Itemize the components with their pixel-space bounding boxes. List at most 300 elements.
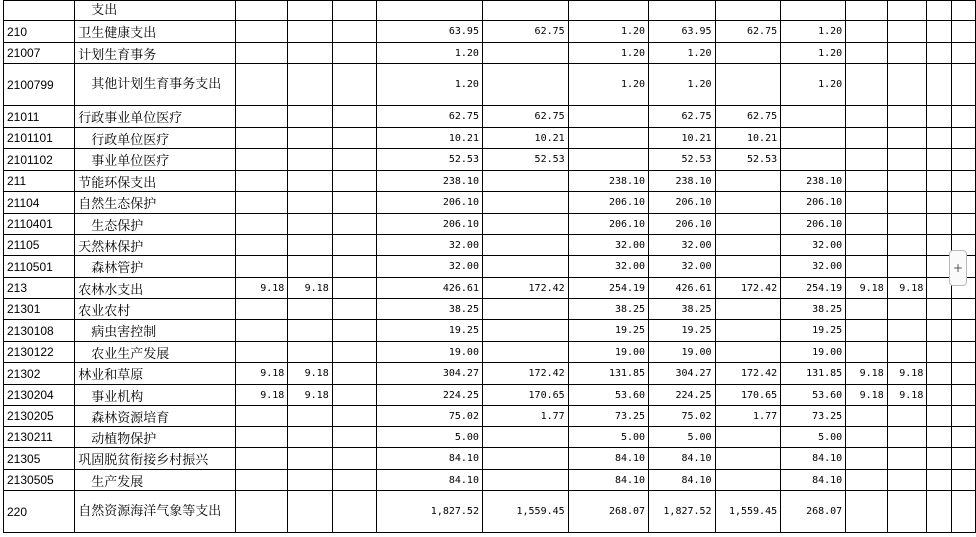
amount-cell[interactable] (846, 128, 888, 149)
amount-cell[interactable]: 62.75 (482, 21, 568, 43)
expand-panel-button[interactable] (949, 250, 967, 286)
amount-cell[interactable]: 53.60 (781, 385, 846, 406)
amount-cell[interactable]: 1.20 (568, 21, 648, 43)
amount-cell[interactable]: 206.10 (377, 214, 483, 235)
amount-cell[interactable]: 1.20 (781, 64, 846, 106)
amount-cell[interactable]: 38.25 (781, 299, 846, 320)
amount-cell[interactable]: 1.77 (715, 406, 781, 427)
amount-cell[interactable]: 5.00 (649, 427, 716, 448)
amount-cell[interactable] (715, 64, 781, 106)
subject-name-cell[interactable]: 行政事业单位医疗 (75, 106, 236, 128)
amount-cell[interactable] (715, 171, 781, 192)
amount-cell[interactable] (927, 43, 951, 64)
amount-cell[interactable]: 52.53 (482, 149, 568, 171)
amount-cell[interactable]: 9.18 (846, 278, 888, 299)
amount-cell[interactable] (715, 43, 781, 64)
amount-cell[interactable] (288, 448, 332, 470)
amount-cell[interactable]: 75.02 (377, 406, 483, 427)
amount-cell[interactable]: 9.18 (236, 385, 288, 406)
amount-cell[interactable] (846, 171, 888, 192)
amount-cell[interactable]: 5.00 (377, 427, 483, 448)
amount-cell[interactable] (887, 448, 927, 470)
subject-code-cell[interactable]: 21104 (4, 192, 75, 214)
subject-name-cell[interactable]: 支出 (75, 1, 236, 21)
amount-cell[interactable] (236, 406, 288, 427)
amount-cell[interactable]: 62.75 (649, 106, 716, 128)
amount-cell[interactable] (781, 149, 846, 171)
amount-cell[interactable] (288, 299, 332, 320)
amount-cell[interactable]: 5.00 (568, 427, 648, 448)
amount-cell[interactable]: 75.02 (649, 406, 716, 427)
subject-code-cell[interactable]: 2130205 (4, 406, 75, 427)
subject-name-cell[interactable]: 生态保护 (75, 214, 236, 235)
amount-cell[interactable] (951, 385, 975, 406)
amount-cell[interactable]: 224.25 (377, 385, 483, 406)
amount-cell[interactable]: 63.95 (377, 21, 483, 43)
amount-cell[interactable]: 254.19 (781, 278, 846, 299)
amount-cell[interactable]: 254.19 (568, 278, 648, 299)
amount-cell[interactable] (288, 491, 332, 533)
amount-cell[interactable] (288, 21, 332, 43)
amount-cell[interactable] (288, 1, 332, 21)
subject-code-cell[interactable]: 21007 (4, 43, 75, 64)
amount-cell[interactable] (887, 21, 927, 43)
amount-cell[interactable]: 1.20 (649, 43, 716, 64)
amount-cell[interactable]: 9.18 (288, 363, 332, 385)
amount-cell[interactable] (715, 192, 781, 214)
amount-cell[interactable]: 1,559.45 (715, 491, 781, 533)
amount-cell[interactable] (846, 256, 888, 278)
subject-code-cell[interactable]: 21301 (4, 299, 75, 320)
amount-cell[interactable]: 170.65 (715, 385, 781, 406)
amount-cell[interactable] (951, 342, 975, 363)
amount-cell[interactable]: 1,559.45 (482, 491, 568, 533)
amount-cell[interactable] (927, 128, 951, 149)
amount-cell[interactable] (927, 214, 951, 235)
amount-cell[interactable] (236, 64, 288, 106)
amount-cell[interactable]: 1.20 (568, 64, 648, 106)
amount-cell[interactable] (332, 406, 376, 427)
amount-cell[interactable] (927, 21, 951, 43)
amount-cell[interactable] (846, 342, 888, 363)
amount-cell[interactable] (332, 448, 376, 470)
amount-cell[interactable]: 32.00 (568, 256, 648, 278)
amount-cell[interactable]: 19.00 (377, 342, 483, 363)
amount-cell[interactable] (236, 256, 288, 278)
amount-cell[interactable] (288, 470, 332, 491)
amount-cell[interactable]: 131.85 (781, 363, 846, 385)
amount-cell[interactable]: 32.00 (649, 235, 716, 256)
amount-cell[interactable]: 19.00 (568, 342, 648, 363)
amount-cell[interactable]: 84.10 (781, 470, 846, 491)
amount-cell[interactable]: 32.00 (568, 235, 648, 256)
amount-cell[interactable] (927, 235, 951, 256)
amount-cell[interactable] (236, 470, 288, 491)
amount-cell[interactable]: 10.21 (482, 128, 568, 149)
amount-cell[interactable] (332, 363, 376, 385)
subject-code-cell[interactable]: 2130211 (4, 427, 75, 448)
subject-code-cell[interactable]: 2130505 (4, 470, 75, 491)
amount-cell[interactable] (332, 192, 376, 214)
amount-cell[interactable]: 206.10 (781, 192, 846, 214)
amount-cell[interactable] (236, 299, 288, 320)
subject-name-cell[interactable]: 生产发展 (75, 470, 236, 491)
amount-cell[interactable] (887, 235, 927, 256)
subject-name-cell[interactable]: 森林资源培育 (75, 406, 236, 427)
amount-cell[interactable] (715, 342, 781, 363)
amount-cell[interactable] (482, 171, 568, 192)
subject-name-cell[interactable]: 卫生健康支出 (75, 21, 236, 43)
amount-cell[interactable] (927, 320, 951, 342)
amount-cell[interactable] (887, 299, 927, 320)
amount-cell[interactable] (846, 406, 888, 427)
amount-cell[interactable] (482, 470, 568, 491)
amount-cell[interactable]: 224.25 (649, 385, 716, 406)
amount-cell[interactable] (377, 1, 483, 21)
amount-cell[interactable] (887, 320, 927, 342)
amount-cell[interactable] (288, 256, 332, 278)
amount-cell[interactable] (846, 1, 888, 21)
amount-cell[interactable] (887, 192, 927, 214)
subject-name-cell[interactable]: 节能环保支出 (75, 171, 236, 192)
amount-cell[interactable] (332, 43, 376, 64)
amount-cell[interactable]: 84.10 (781, 448, 846, 470)
amount-cell[interactable] (332, 342, 376, 363)
amount-cell[interactable]: 10.21 (377, 128, 483, 149)
amount-cell[interactable]: 32.00 (781, 256, 846, 278)
amount-cell[interactable] (288, 406, 332, 427)
amount-cell[interactable] (332, 149, 376, 171)
amount-cell[interactable]: 32.00 (781, 235, 846, 256)
amount-cell[interactable] (482, 320, 568, 342)
amount-cell[interactable] (288, 106, 332, 128)
amount-cell[interactable] (236, 235, 288, 256)
amount-cell[interactable] (482, 1, 568, 21)
subject-code-cell[interactable]: 21105 (4, 235, 75, 256)
subject-name-cell[interactable]: 农业农村 (75, 299, 236, 320)
amount-cell[interactable]: 206.10 (649, 214, 716, 235)
amount-cell[interactable]: 62.75 (715, 21, 781, 43)
subject-code-cell[interactable]: 2130122 (4, 342, 75, 363)
amount-cell[interactable] (482, 64, 568, 106)
amount-cell[interactable] (951, 64, 975, 106)
amount-cell[interactable] (288, 320, 332, 342)
amount-cell[interactable] (951, 149, 975, 171)
amount-cell[interactable]: 238.10 (568, 171, 648, 192)
amount-cell[interactable]: 10.21 (715, 128, 781, 149)
amount-cell[interactable] (887, 106, 927, 128)
amount-cell[interactable] (887, 256, 927, 278)
subject-code-cell[interactable]: 2130108 (4, 320, 75, 342)
subject-code-cell[interactable]: 213 (4, 278, 75, 299)
amount-cell[interactable] (846, 299, 888, 320)
amount-cell[interactable]: 19.00 (781, 342, 846, 363)
amount-cell[interactable]: 19.25 (649, 320, 716, 342)
subject-name-cell[interactable]: 病虫害控制 (75, 320, 236, 342)
amount-cell[interactable] (887, 470, 927, 491)
amount-cell[interactable] (236, 171, 288, 192)
amount-cell[interactable] (332, 235, 376, 256)
amount-cell[interactable]: 206.10 (568, 214, 648, 235)
amount-cell[interactable]: 1,827.52 (649, 491, 716, 533)
amount-cell[interactable] (887, 171, 927, 192)
amount-cell[interactable] (332, 106, 376, 128)
amount-cell[interactable]: 172.42 (715, 363, 781, 385)
amount-cell[interactable]: 9.18 (288, 278, 332, 299)
amount-cell[interactable] (715, 427, 781, 448)
amount-cell[interactable] (927, 470, 951, 491)
amount-cell[interactable] (332, 385, 376, 406)
amount-cell[interactable]: 170.65 (482, 385, 568, 406)
amount-cell[interactable]: 84.10 (377, 470, 483, 491)
amount-cell[interactable] (846, 448, 888, 470)
amount-cell[interactable]: 206.10 (649, 192, 716, 214)
subject-name-cell[interactable]: 巩固脱贫衔接乡村振兴 (75, 448, 236, 470)
amount-cell[interactable] (887, 406, 927, 427)
amount-cell[interactable] (288, 64, 332, 106)
amount-cell[interactable] (951, 470, 975, 491)
amount-cell[interactable] (332, 64, 376, 106)
amount-cell[interactable] (951, 21, 975, 43)
amount-cell[interactable]: 9.18 (846, 363, 888, 385)
subject-name-cell[interactable]: 其他计划生育事务支出 (75, 64, 236, 106)
amount-cell[interactable]: 268.07 (781, 491, 846, 533)
amount-cell[interactable] (927, 342, 951, 363)
amount-cell[interactable] (951, 363, 975, 385)
amount-cell[interactable]: 84.10 (568, 470, 648, 491)
amount-cell[interactable] (236, 192, 288, 214)
amount-cell[interactable]: 238.10 (377, 171, 483, 192)
amount-cell[interactable]: 52.53 (715, 149, 781, 171)
amount-cell[interactable]: 9.18 (887, 363, 927, 385)
amount-cell[interactable] (887, 491, 927, 533)
amount-cell[interactable] (236, 21, 288, 43)
amount-cell[interactable] (927, 363, 951, 385)
amount-cell[interactable] (236, 214, 288, 235)
amount-cell[interactable]: 9.18 (887, 278, 927, 299)
amount-cell[interactable]: 1.20 (781, 21, 846, 43)
amount-cell[interactable] (715, 214, 781, 235)
subject-name-cell[interactable]: 森林管护 (75, 256, 236, 278)
amount-cell[interactable] (846, 192, 888, 214)
subject-code-cell[interactable]: 2101101 (4, 128, 75, 149)
amount-cell[interactable] (288, 149, 332, 171)
subject-code-cell[interactable]: 2110501 (4, 256, 75, 278)
subject-name-cell[interactable]: 农林水支出 (75, 278, 236, 299)
amount-cell[interactable] (482, 192, 568, 214)
amount-cell[interactable] (846, 235, 888, 256)
amount-cell[interactable] (951, 427, 975, 448)
amount-cell[interactable] (951, 1, 975, 21)
amount-cell[interactable] (288, 214, 332, 235)
amount-cell[interactable] (288, 427, 332, 448)
amount-cell[interactable]: 1.20 (568, 43, 648, 64)
amount-cell[interactable]: 9.18 (236, 278, 288, 299)
amount-cell[interactable] (236, 491, 288, 533)
amount-cell[interactable] (887, 342, 927, 363)
subject-code-cell[interactable] (4, 1, 75, 21)
amount-cell[interactable] (236, 149, 288, 171)
subject-code-cell[interactable]: 21302 (4, 363, 75, 385)
amount-cell[interactable] (482, 448, 568, 470)
amount-cell[interactable] (715, 470, 781, 491)
amount-cell[interactable] (927, 299, 951, 320)
amount-cell[interactable]: 84.10 (649, 448, 716, 470)
subject-name-cell[interactable]: 天然林保护 (75, 235, 236, 256)
amount-cell[interactable]: 206.10 (781, 214, 846, 235)
amount-cell[interactable] (927, 491, 951, 533)
amount-cell[interactable]: 84.10 (649, 470, 716, 491)
amount-cell[interactable]: 62.75 (377, 106, 483, 128)
amount-cell[interactable] (846, 320, 888, 342)
amount-cell[interactable] (568, 128, 648, 149)
amount-cell[interactable]: 1.20 (377, 64, 483, 106)
amount-cell[interactable] (951, 320, 975, 342)
amount-cell[interactable] (236, 106, 288, 128)
amount-cell[interactable] (927, 149, 951, 171)
amount-cell[interactable] (332, 491, 376, 533)
amount-cell[interactable] (951, 406, 975, 427)
amount-cell[interactable] (482, 342, 568, 363)
amount-cell[interactable] (887, 43, 927, 64)
subject-code-cell[interactable]: 2100799 (4, 64, 75, 106)
amount-cell[interactable]: 172.42 (482, 278, 568, 299)
amount-cell[interactable] (846, 106, 888, 128)
amount-cell[interactable] (332, 278, 376, 299)
amount-cell[interactable] (781, 106, 846, 128)
amount-cell[interactable]: 1.20 (649, 64, 716, 106)
amount-cell[interactable] (288, 43, 332, 64)
amount-cell[interactable]: 268.07 (568, 491, 648, 533)
amount-cell[interactable] (927, 1, 951, 21)
amount-cell[interactable]: 53.60 (568, 385, 648, 406)
amount-cell[interactable] (332, 1, 376, 21)
amount-cell[interactable] (951, 448, 975, 470)
amount-cell[interactable] (332, 470, 376, 491)
amount-cell[interactable]: 10.21 (649, 128, 716, 149)
amount-cell[interactable] (568, 106, 648, 128)
amount-cell[interactable] (951, 491, 975, 533)
amount-cell[interactable] (927, 385, 951, 406)
subject-name-cell[interactable]: 自然资源海洋气象等支出 (75, 491, 236, 533)
amount-cell[interactable] (715, 1, 781, 21)
amount-cell[interactable] (332, 256, 376, 278)
amount-cell[interactable] (927, 64, 951, 106)
amount-cell[interactable] (568, 149, 648, 171)
amount-cell[interactable] (715, 256, 781, 278)
amount-cell[interactable] (236, 320, 288, 342)
amount-cell[interactable] (951, 192, 975, 214)
amount-cell[interactable]: 84.10 (568, 448, 648, 470)
amount-cell[interactable] (846, 21, 888, 43)
amount-cell[interactable] (332, 214, 376, 235)
amount-cell[interactable] (927, 406, 951, 427)
subject-name-cell[interactable]: 自然生态保护 (75, 192, 236, 214)
amount-cell[interactable] (288, 128, 332, 149)
amount-cell[interactable] (649, 1, 716, 21)
amount-cell[interactable] (927, 448, 951, 470)
subject-code-cell[interactable]: 2130204 (4, 385, 75, 406)
subject-code-cell[interactable]: 211 (4, 171, 75, 192)
amount-cell[interactable] (288, 235, 332, 256)
amount-cell[interactable] (236, 43, 288, 64)
amount-cell[interactable]: 84.10 (377, 448, 483, 470)
amount-cell[interactable]: 62.75 (715, 106, 781, 128)
amount-cell[interactable]: 206.10 (568, 192, 648, 214)
subject-code-cell[interactable]: 210 (4, 21, 75, 43)
amount-cell[interactable] (482, 299, 568, 320)
amount-cell[interactable] (332, 21, 376, 43)
amount-cell[interactable] (846, 43, 888, 64)
amount-cell[interactable]: 304.27 (377, 363, 483, 385)
amount-cell[interactable]: 52.53 (377, 149, 483, 171)
amount-cell[interactable] (927, 427, 951, 448)
amount-cell[interactable] (236, 128, 288, 149)
amount-cell[interactable]: 73.25 (781, 406, 846, 427)
amount-cell[interactable]: 19.25 (377, 320, 483, 342)
amount-cell[interactable] (927, 106, 951, 128)
amount-cell[interactable] (482, 235, 568, 256)
amount-cell[interactable] (951, 128, 975, 149)
amount-cell[interactable] (332, 171, 376, 192)
amount-cell[interactable] (846, 149, 888, 171)
amount-cell[interactable] (482, 43, 568, 64)
amount-cell[interactable] (236, 1, 288, 21)
amount-cell[interactable] (568, 1, 648, 21)
amount-cell[interactable]: 172.42 (482, 363, 568, 385)
amount-cell[interactable] (715, 320, 781, 342)
amount-cell[interactable]: 52.53 (649, 149, 716, 171)
amount-cell[interactable] (715, 235, 781, 256)
amount-cell[interactable]: 63.95 (649, 21, 716, 43)
amount-cell[interactable] (887, 149, 927, 171)
subject-code-cell[interactable]: 2110401 (4, 214, 75, 235)
subject-name-cell[interactable]: 事业机构 (75, 385, 236, 406)
amount-cell[interactable]: 206.10 (377, 192, 483, 214)
amount-cell[interactable] (927, 256, 951, 278)
amount-cell[interactable] (927, 192, 951, 214)
amount-cell[interactable] (951, 43, 975, 64)
amount-cell[interactable]: 62.75 (482, 106, 568, 128)
amount-cell[interactable] (482, 256, 568, 278)
amount-cell[interactable]: 426.61 (649, 278, 716, 299)
subject-code-cell[interactable]: 21305 (4, 448, 75, 470)
amount-cell[interactable] (887, 1, 927, 21)
amount-cell[interactable]: 5.00 (781, 427, 846, 448)
subject-name-cell[interactable]: 行政单位医疗 (75, 128, 236, 149)
amount-cell[interactable] (288, 171, 332, 192)
subject-name-cell[interactable]: 事业单位医疗 (75, 149, 236, 171)
amount-cell[interactable] (846, 214, 888, 235)
amount-cell[interactable] (715, 299, 781, 320)
amount-cell[interactable]: 131.85 (568, 363, 648, 385)
amount-cell[interactable] (846, 427, 888, 448)
amount-cell[interactable] (236, 427, 288, 448)
amount-cell[interactable]: 19.00 (649, 342, 716, 363)
amount-cell[interactable] (781, 128, 846, 149)
amount-cell[interactable] (288, 192, 332, 214)
amount-cell[interactable] (951, 299, 975, 320)
amount-cell[interactable]: 38.25 (649, 299, 716, 320)
amount-cell[interactable]: 172.42 (715, 278, 781, 299)
subject-name-cell[interactable]: 农业生产发展 (75, 342, 236, 363)
amount-cell[interactable]: 9.18 (846, 385, 888, 406)
amount-cell[interactable] (236, 342, 288, 363)
amount-cell[interactable]: 304.27 (649, 363, 716, 385)
amount-cell[interactable]: 1.20 (781, 43, 846, 64)
amount-cell[interactable] (482, 427, 568, 448)
amount-cell[interactable]: 1,827.52 (377, 491, 483, 533)
